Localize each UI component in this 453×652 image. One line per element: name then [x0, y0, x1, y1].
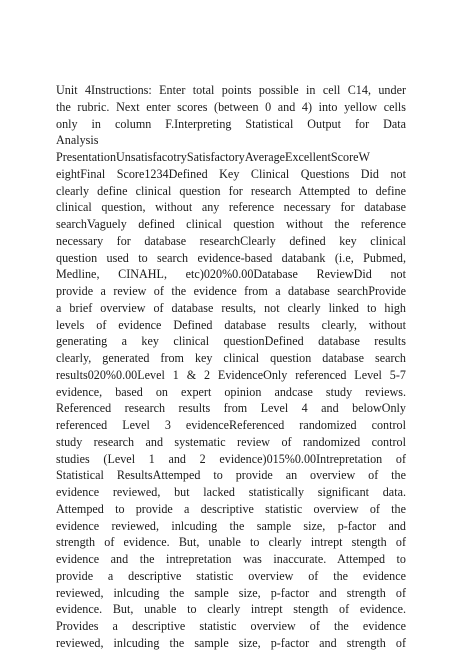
- document-text-line: levels of evidence Defined database results clearly, without: [56, 317, 406, 332]
- document-text-line: evidence reviewed, inlcuding the sample size, p-factor and: [56, 518, 406, 533]
- document-text-line: clinical question, without any reference necessary for database: [56, 200, 406, 215]
- document-text-line: a brief overview of database results, not clearly linked to high: [56, 300, 406, 315]
- document-text-line: the rubric. Next enter scores (between 0 and 4) into yellow cells: [56, 99, 406, 114]
- document-text-line: generating a key clinical questionDefined database results: [56, 334, 406, 349]
- document-text-line: provide a review of the evidence from a database searchProvide: [56, 284, 406, 298]
- document-text-line: only in column F.Interpreting Statistical Output for Data: [56, 116, 406, 131]
- document-text-line: strength of evidence. But, unable to clearly intrept stength of: [56, 535, 406, 550]
- document-text-line: evidence reviewed, but lacked statistically significant data.: [56, 485, 406, 499]
- document-text-line: necessary for database researchClearly defined key clinical: [56, 233, 406, 248]
- document-text-line: provide a descriptive statistic overview of the evidence: [56, 568, 406, 583]
- document-text-line: clearly define clinical question for research Attempted to define: [56, 183, 406, 198]
- document-body-text: [56, 82, 406, 652]
- document-text-line: Referenced research results from Level 4 and belowOnly: [56, 401, 406, 416]
- document-text-line: evidence and the intrepretation was inaccurate. Attemped to: [56, 552, 406, 566]
- document-text-line: Unit 4Instructions: Enter total points possible in cell C14, under: [56, 83, 406, 97]
- document-text-line: eightFinal Score1234Defined Key Clinical Questions Did not: [56, 166, 406, 181]
- document-text-line: Attemped to provide a descriptive statistic overview of the: [56, 501, 406, 516]
- document-text-line: clearly, generated from key clinical question database search: [56, 351, 406, 365]
- document-text-line: Statistical ResultsAttemped to provide an overview of the: [56, 468, 406, 483]
- document-text-line: Medline, CINAHL, etc)020%0.00Database ReviewDid not: [56, 267, 406, 282]
- document-text-line: evidence, based on expert opinion andcase study reviews.: [56, 384, 406, 399]
- document-text-line: referenced Level 3 evidenceReferenced randomized control: [56, 418, 406, 432]
- document-text-line: study research and systematic review of randomized control: [56, 434, 406, 449]
- document-text-line: studies (Level 1 and 2 evidence)015%0.00Intrepretation of: [56, 451, 406, 466]
- document-text-line: evidence. But, unable to clearly intrept stength of evidence.: [56, 602, 406, 617]
- document-text-line: results020%0.00Level 1 & 2 EvidenceOnly referenced Level 5-7: [56, 367, 406, 382]
- document-text-line: reviewed, inlcuding the sample size, p-factor and strength of: [56, 635, 406, 650]
- document-text-line: reviewed, inlcuding the sample size, p-factor and strength of: [56, 585, 406, 600]
- document-text-line: PresentationUnsatisfacotrySatisfactoryAverageExcellentScoreW: [56, 150, 370, 164]
- document-text-line: searchVaguely defined clinical question without the reference: [56, 217, 406, 231]
- document-text-line: question used to search evidence-based databank (i.e, Pubmed,: [56, 250, 406, 265]
- document-text-line: Provides a descriptive statistic overview of the evidence: [56, 619, 406, 633]
- document-text-line: Analysis: [56, 133, 99, 148]
